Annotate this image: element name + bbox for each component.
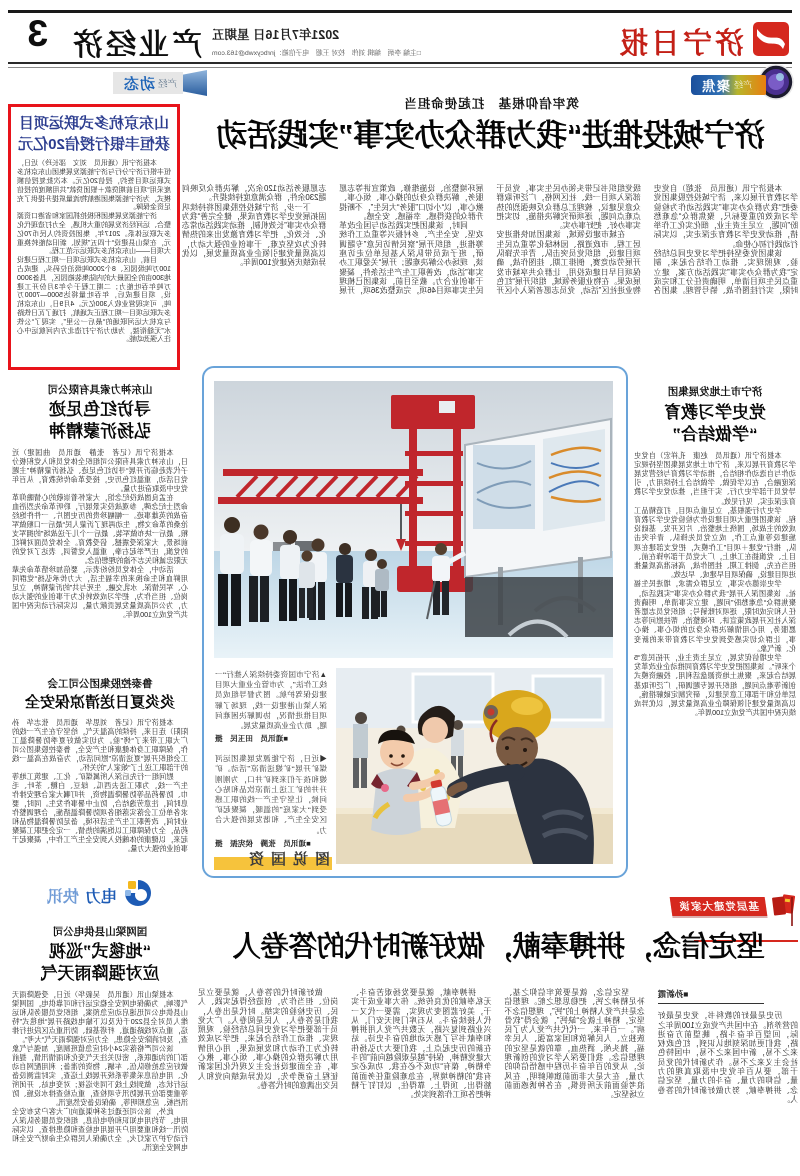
bottom-article-body (198, 988, 798, 1174)
photo-column-badge-big: 聚焦 (700, 78, 730, 94)
party-talk-label: 基层党建大家谈 (670, 897, 767, 916)
photo-captions (215, 670, 327, 849)
lutai-paragraph: 慰问组一行先后深入所属煤矿、化工、建筑工地等生产一线，为职工送去西瓜、绿豆、白糖、茶叶、毛巾、防暑药品等防暑降温物资，并叮嘱大家合理安排作息时间，注意劳逸结合，防止中暑事件发生。同时，要求各单位工会落实落细各项防暑降温措施，合理调整作业时间，改善职工生产生活环境，备足防暑降温物品和药品，全力保障职工以饱满的热情、一定会把职工凝聚起来，以健康的体魄投入到安全生产工作中，凝聚起干事创业的强大力量。 (12, 771, 188, 853)
lutai-body (12, 718, 188, 880)
red-box-title-line2: 获恒丰银行授信20亿元 (18, 135, 170, 153)
red-box-title-line1: 山东京杭多式联运项目 (19, 115, 170, 132)
tudi-paragraph: 学史增信促发展，立足主责主业，开拓民意“5个来听”。该集团把党史学习教育同推动企业改革发展结合起来，聚焦土地资源盘活利用、投融资模式创新等难点问题，组织开展专题调研，广泛听取基层单位和干部职工意见建议，研究制定破解措施，以高质量党建引领保障企业高质量发展，以优异成绩庆祝中国共产党成立100周年。 (634, 652, 796, 718)
main-kicker: 筑牢信仰根基 扛起使命担当 (403, 97, 579, 111)
pennant-body (113, 72, 183, 94)
masthead (616, 20, 790, 63)
liangshan-paragraph: 本报梁山讯（通讯员 吴毅华）近日，受强降雨天气影响，为确保电网安全稳定运行和可靠供电，国网梁山县供电公司迅速启动应急预案，组织党员服务队和运维人员对全县220千伏及以下输电线路开展“地毯式”特巡，重点对线路通道、杆塔基础、防汛重点区段进行排查，及时消除安全隐患，全力应对强降雨天气“大考”。 (12, 989, 188, 1044)
red-box-paragraph: 本报济宁讯（通讯员 刘文 邵长玲）近日，恒丰银行济宁分行与济宁能源发展集团山东京杭多式联运项目签约，授信20亿元。本次批复授信额度采用“项目前期贷款＋银团贷款”共用额度的授信模式，为济宁能源集团港航物流量质提升提供了充足资金保障。 (17, 160, 171, 212)
pennant-big-label: 动态 (122, 75, 155, 93)
caption-1-credit: ■通讯员 田玉民 摄 (215, 734, 288, 744)
photo-column-badge-small: 产经 (733, 80, 752, 90)
tudi-paragraph: 学史力行强根基，立足重点项目，打造精品工程。该集团把重大项目建设作为检验党史学习教育成效的主战场，围绕土地整治、片区开发、基础设施建设等重点工作，成立党员先锋队、青年突击队，推行“党建＋项目”工作模式，把党支部建在项目上、党旗插在工地上，广大党员干部冲锋在前、担当在先，倒排工期、挂图作战，高标准高质量推进项目建设，确保项目早建成、早达效。 (634, 505, 796, 580)
red-box-paragraph: 济宁能源发展集团积极抢抓国家和省港口资源整合、运河经济发展的重大机遇，全力打造现代化多式联运体系。2017年，集团投资约人民币70亿元，在梁山县建设“十四五”规划、新旧动能转换重大项目——山东京杭多式联运示范工程。 (17, 213, 171, 256)
shenli-org: 山东神力索具有限公司 (47, 384, 153, 396)
caption-1: ▲济宁市国资委持续深入推行“一线工作法”，为市管企业重大项目建设保驾护航。图为督导组成员深入梁山港建设一线，现场了解项目推进情况，协调解决困难问题，助力企业高质量发展。 (215, 670, 327, 731)
section-title: 产业经济 (70, 29, 202, 62)
liangshan-paragraph: 此外，该公司还通过多种渠道向广大客户发布安全用电、节约用电知识和停电信息，组织党员服务队深入防汛一线和重要用户开展用电检查和隐患排查，以实际行动守护万家灯火，全力确保人民群众生命财产安全和电网安全度汛。 (12, 1106, 188, 1152)
shenli-paragraph: 在孟良崮战役纪念馆，大家怀着崇敬的心情瞻仰革命烈士纪念碑，参观战役实景展厅，聆听革命先烈浴血奋战的英雄事迹。一幅幅珍贵的历史图片、一件件饱经沧桑的革命文物，生动再现了沂蒙人民“最后一口粮做军粮、最后一块布做军装、最后一个儿子送战场”的拥军支前场景，大家深受震撼、倍受教育。全体党员面对鲜红的党旗，庄严举起右拳，重温入党誓词，表达了对党的无限忠诚和矢志不渝的理想信念。 (12, 492, 188, 565)
pennant-small-label: 产经 (157, 79, 177, 90)
main-article-paragraph: 下一步，济宁城投控股集团将持续巩固拓展党史学习教育成果，健全完善“我为群众办实事”长效机制，推动实践活动常态化、长效化，把学习教育激发出来的热情转化为攻坚克难、干事创业的强大动力，以高质量党建引领企业高质量发展，以优异成绩庆祝建党100周年。 (182, 202, 327, 268)
masthead-flag-icon (752, 20, 790, 63)
lutai-org: 鲁泰控股集团公司工会 (47, 678, 153, 690)
header-bottom-rule-thick (8, 62, 792, 64)
photo-label-text: 图说国资 (241, 852, 330, 868)
header-bottom-rule-thin (8, 67, 792, 68)
liangshan-body (12, 990, 188, 1168)
staff-line: □主编 李炳 编辑 刘伟 校对 王超 电子信箱：jnrbcyxwb@163.com (212, 50, 421, 57)
photo-feature-box (202, 366, 628, 878)
bottom-paragraph: 历史是最好的教科书，党史是最好的营养剂。在中国共产党成立100周年之际，回望百年奋斗路，眺望前方奋进路，我们更加深刻地认识到，红色政权来之不易，新中国来之不易，中国特色社会主义来之不易。作为新时代的党员干部，要从百年党史中汲取真理的力量、信仰的力量、奋斗的力量，坚定信念、拼搏奉献，努力做好新时代的答卷人。 (657, 1011, 798, 1104)
main-article-paragraph: 本报济宁讯（通讯员 张超）自党史学习教育开展以来，济宁城投控股集团党委把“我为群众办实事”实践活动作为检验学习成效的重要标尺，聚焦群众“急难愁盼”问题，立足主责主业，细化实化工作举措，推动党史学习教育走深走实，以实际行动践行初心使命。 (653, 184, 798, 249)
shenli-title-line2: 弘扬沂蒙精神 (49, 421, 151, 441)
liangshan-article (12, 924, 188, 1168)
tudi-article (634, 384, 796, 883)
tudi-paragraph: 本报济宁讯（通讯员 赵康 孔祥宏）自党史学习教育开展以来，济宁市土地发展集团坚持规定动作与自选动作相结合，推动学习教育与经营发展深度融合，在以学促做、学做结合上持续用力，引导党员干部学史力行、实干担当，推动党史学习教育走深走实、见行见效。 (634, 450, 796, 506)
page-number: 3 (27, 13, 48, 54)
main-article-body (182, 184, 798, 366)
news-column-pennant (113, 70, 207, 96)
header-top-rule (8, 10, 792, 13)
liangshan-paragraph: 该公司严格落实24小时应急值班制度，加强与气象部门的沟通联系，密切关注天气变化和雨情汛情，提前做好应急抢修队伍、车辆、物资的准备；利用配网自动化、用电信息采集等系统开展线上巡查，实时监测设备运行状态，做到线上线下同步巡视；对变电站、开闭所等重要部位开展防汛专项检查，重点检查排水设施、防汛挡板、应急照明等，确保设备安然度汛。 (12, 1043, 188, 1107)
bottom-paragraph: 坚定信念，就是要筑牢信仰之基、补足精神之钙、把稳思想之舵。理想信念是共产党人精神上的“钙”，理想信念不坚定，精神上就会“缺钙”，就会得“软骨病”。一百年来，一代代共产党人为了民族独立、人民解放和国家富强、人民幸福，抛头颅、洒热血，靠的就是坚定的理想信念。我们要深入学习党的创新理论，从党的百年奋斗历程中感悟信仰的力量，在大是大非面前旗帜鲜明，在风浪考验面前无所畏惧，在各种诱惑面前立场坚定。 (504, 988, 645, 1100)
shenli-title-line1: 寻访红色足迹 (49, 400, 151, 419)
tudi-paragraph: 学史崇德办实事，立足群众需求，增进民生福祉。该集团深入开展“我为群众办实事”实践活动，聚焦群众“急难愁盼”问题，建立实事清单，明确责任人和完成时限，逐项对账销号；组织党员志愿者深入社区开展政策宣讲、环境整治、帮扶慰问等志愿服务，用心用情解决群众身边的烦心事、操心事，让群众切实感受到党史学习教育带来的新变化、新气象。 (634, 579, 796, 653)
dateline-block (212, 25, 440, 57)
tudi-org: 济宁市土地发展集团 (667, 386, 763, 398)
crane-photo (214, 381, 613, 658)
bottom-paragraph: 拼搏奉献，就是要发扬艰苦奋斗、无私奉献的优良传统。伟大事业成于实干，美好蓝图变为现实，需要一代又一代人接续奋斗。从石库门到天安门，从兴业路到复兴路，无数共产党人用拼搏和奉献书写了感天动地的奋斗史诗。站在新的历史起点上，我们要大力弘扬伟大建党精神，保持“越是艰险越向前”的斗争精神，葆有“功成不必在我、功成必定有我”的精神境界，在急难险重任务面前豁得出、顶得上、靠得住，以钉钉子精神把各项工作落到实处。 (351, 988, 492, 1100)
bottom-byline: ■孙新霞 (658, 990, 764, 1004)
pennant-arrow-icon (183, 70, 207, 96)
photo-column-badge-bar (691, 75, 766, 95)
shenli-paragraph: 本报济宁讯（记者 张静 通讯员 曲国建）近日，山东神力索具有限公司组织全体党员和入党积极分子代表赴临沂开展“寻访红色足迹、弘扬沂蒙精神”主题党日活动，重温红色历史，接受革命传统教育，从百年党史中汲取奋进力量。 (12, 447, 188, 493)
photo-label (214, 852, 332, 870)
power-news-logo (10, 878, 190, 913)
liangshan-title-line2: 应对强降雨天气 (40, 963, 160, 983)
liangshan-title-line1: “地毯式”巡视 (49, 942, 151, 961)
lutai-paragraph: 本报济宁讯（记者 刘思华 通讯员 张志华 孙阳阳）连日来，持续的高温天气，给坚守在生产一线的广大职工带来了“烤”验。为切实做好夏季防暑降温工作，保障职工身体健康和生产安全，鲁泰控股集团公司工会组织开展“夏送清凉”慰问活动，为奋战在高温一线的干部职工送上了“娘家人”的关怀。 (12, 717, 188, 772)
bottom-headline: 坚定信念，拼搏奉献，做好新时代的答卷人 (233, 931, 766, 963)
shenli-paragraph: 活动中，全体党员纷纷表示，要倍加珍惜革命先辈用鲜血和生命换来的幸福生活，大力传承弘扬“党群同心、军民情深、水乳交融、生死与共”的沂蒙精神，立足岗位、担当作为，把学习成效转化为干事创业的强大动力，为公司高质量发展贡献力量，以实际行动庆祝中国共产党成立100周年。 (12, 564, 188, 619)
paper-name: 济宁日报 (615, 28, 744, 60)
main-article-paragraph: 该集团党委坚持把学习党史同总结经验、观照现实、推动工作结合起来，制定“我为群众办实事”实践活动方案，建立重点民生项目清单，明确责任分工和完成时限，实行挂图作战、销号管理。集团各级党组织书记带头领办民生实事，党员干部深入项目一线、社区网格，广泛听取群众意见建议，梳理汇总群众反映强烈的热点难点问题，逐项研究解决措施，切实把实事办好、把好事办实。 (496, 184, 798, 296)
power-news-icon (123, 878, 153, 913)
power-news-label-bold: 电力 (85, 889, 118, 906)
main-headline: 济宁城投推进“我为群众办实事”实践活动 (216, 118, 766, 153)
shenli-article (12, 382, 188, 664)
date-line: 2021年7月16日 星期五 (212, 28, 340, 42)
lutai-title: 炎炎夏日送清凉保安全 (25, 694, 176, 711)
red-box-article (8, 104, 180, 370)
caption-2-credit: ■通讯员 张腾 侯宪振 摄 (215, 838, 311, 848)
tudi-title-line1: 党史学习教育 (664, 403, 766, 422)
miner-photo (336, 668, 613, 864)
red-box-body (17, 160, 171, 345)
power-news-label-light: 快讯 (46, 889, 79, 906)
bottom-paragraph: 做好新时代的答卷人，就是要立足岗位、担当作为，创造经得起实践、人民、历史检验的实绩。时代是出卷人，我们是答卷人，人民是阅卷人。广大党员干部要把学习党史同总结经验、观照现实、推动工作结合起来，把学习成效转化为工作动力和发展成果，用心用情用力解决群众的操心事、烦心事、揪心事，在全面建设社会主义现代化国家新征程上奋勇争先，以优异成绩向党和人民交出满意的时代答卷。 (198, 988, 339, 1090)
tudi-body (634, 451, 796, 883)
tudi-title-line2: “学做结合” (672, 424, 758, 444)
main-article-paragraph: 同时，该集团把实践活动与国企改革攻坚、安全生产、乡村振兴等重点工作统筹推进，组织开展“察民情访民意”专题调研，班子成员带队深入基层单位走访座谈，现场办公解决难题；开展“关爱职工办实事”活动，改善职工生产生活条件，凝聚干事创业合力。截至目前，该集团已梳理民生实事项目46项，完成整改36项，开展志愿服务活动120余次，解决群众反映问题230余件，群众满意度持续提升。 (182, 184, 484, 296)
shenli-body (12, 448, 188, 664)
liangshan-org: 国网梁山县供电公司 (52, 926, 148, 938)
lutai-article (12, 676, 188, 880)
red-box-paragraph: 目前，山东京杭多式联运项目一期工程已建设100万吨级园区、8个2000吨级泊位码头，建成占地300亩的全国最大的内陆集装箱园区，具备3000万吨年吞吐能力；二期工程于今年3月份开工建设，项目建成后，年吞吐量将达5000—7000万吨，可实现营业收入300亿元。4月9日，山东京杭多式联运项目一期工程正式通航，打通了瓦日铁路与京杭大运河联通的“最后一公里”，实现了“公铁水”无缝衔接，为助力济宁打造北方内河航运中心注入强劲动能。 (17, 257, 171, 344)
main-article-paragraph: 在城市建设领域，该集团加快推进安居工程、市政道路、园林绿化等重点民生项目建设，组织党员突击队、青年先锋队开展劳动竞赛，倒排工期、挂图作战，确保项目早日建成投用，让群众共享城市发展成果。在物业服务领域，组织开展“红色物业进社区”活动，党员志愿者深入小区开展环境整治、设施维修、政策宣讲等志愿服务，解决群众身边的操心事、烦心事、揪心事，以“小切口”服务“大民生”，不断提升群众的获得感、幸福感、安全感。 (339, 184, 641, 296)
caption-2: ◀近日，济宁能源发展集团运河煤矿开展“矿嫂送清凉”活动。矿嫂和孩子们来到矿井口，为刚刚升井的矿工送上清凉饮品和贴心问候，让坚守生产一线的职工感受到“大家庭”的温暖，凝聚起矿区安全生产、和谐发展的强大合力。 (215, 754, 327, 835)
